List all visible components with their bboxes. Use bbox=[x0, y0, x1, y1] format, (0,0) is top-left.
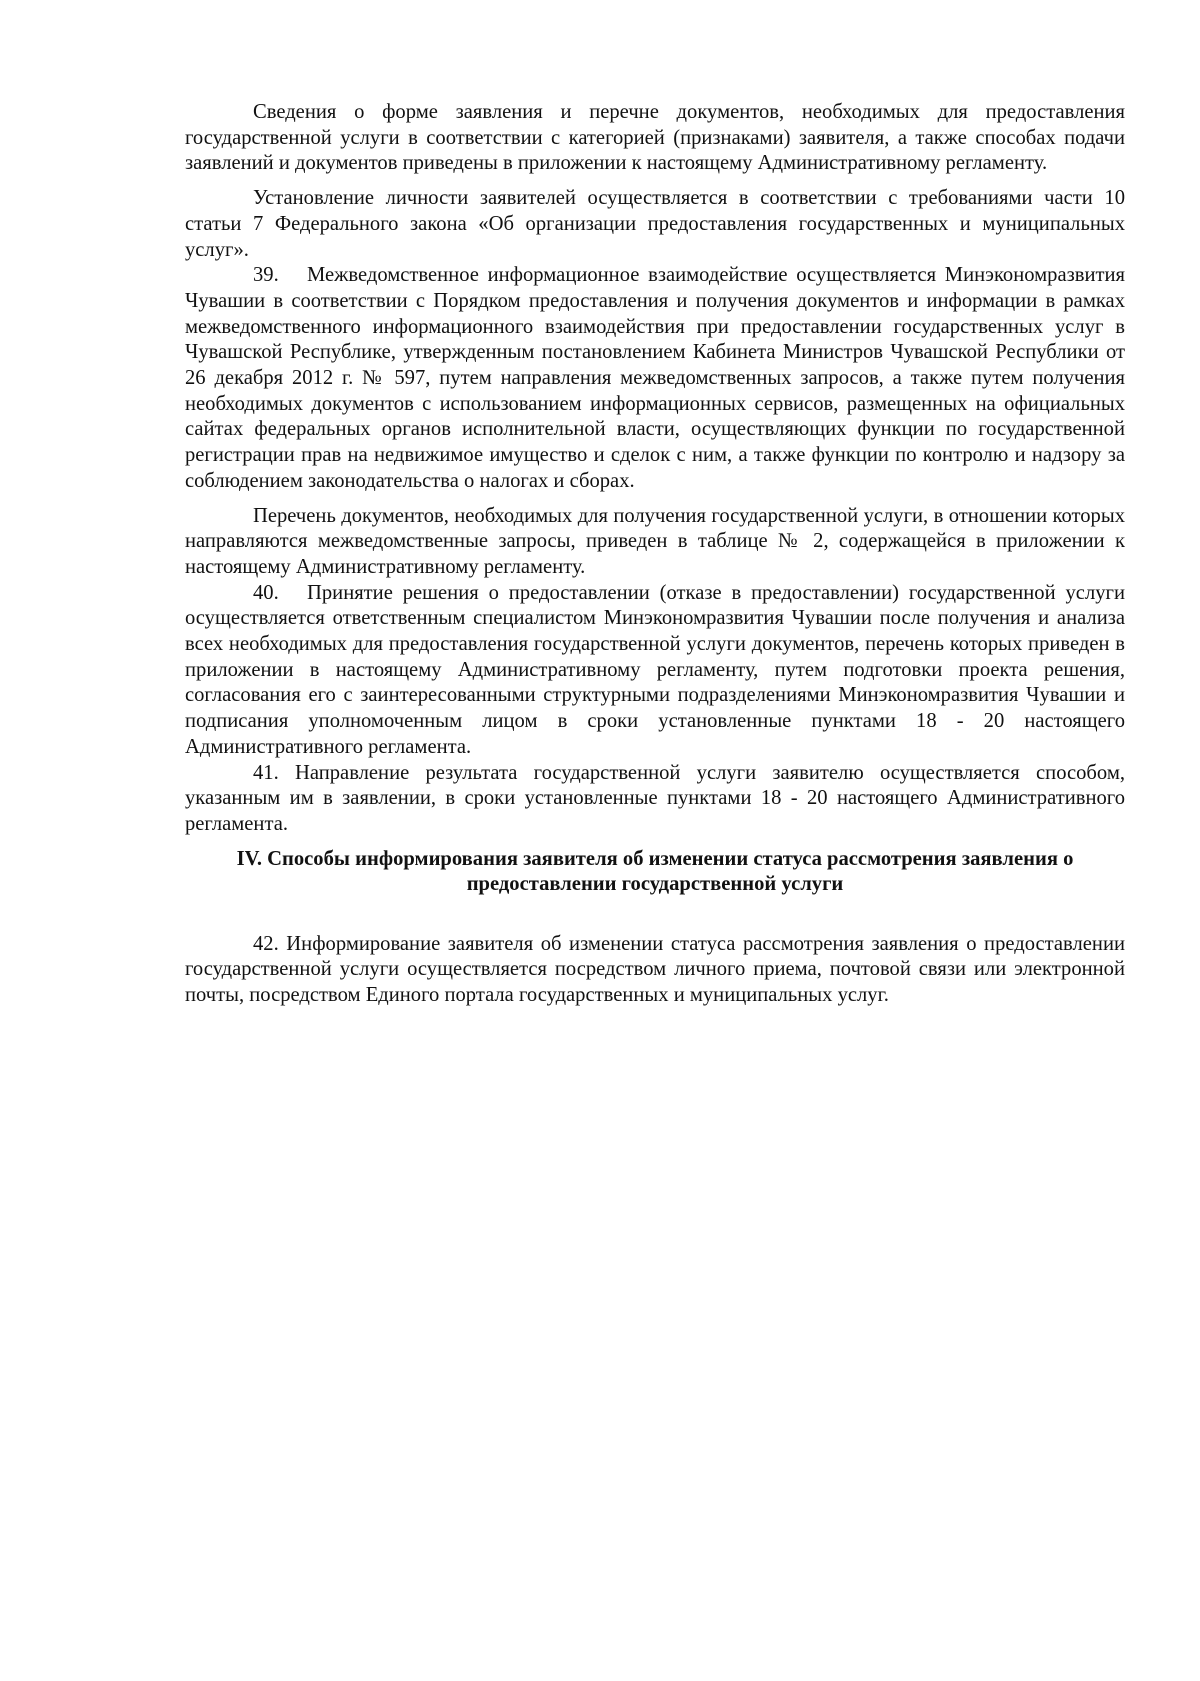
document-page bbox=[185, 100, 1125, 1009]
paragraph-identity bbox=[185, 186, 1125, 263]
paragraph-text: Перечень документов, необходимых для получения государственной услуги, в отношении которых направляются межведомственные запросы, приведен в таблице № 2, содержащейся в приложении к настоящему Административному регламенту. bbox=[185, 504, 1125, 578]
paragraph-text: Принятие решения о предоставлении (отказе в предоставлении) государственной услуги осуществляется ответственным специалистом Минэкономразвития Чувашии после получения и анализа всех необходимых для предоставления государственной услуги документов, перечень которых приведен в приложении в настоящему Административному регламенту, путем подготовки проекта решения, согласования его с заинтересованными структурными подразделениями Минэкономразвития Чувашии и подписания уполномоченным лицом в сроки установленные пунктами 18 - 20 настоящего Административного регламента. bbox=[185, 581, 1125, 758]
paragraph-document-list bbox=[185, 504, 1125, 581]
paragraph-text: Межведомственное информационное взаимодействие осуществляется Минэкономразвития Чувашии в соответствии с Порядком предоставления и получения документов и информации в рамках межведомственного информационного взаимодействия при предоставлении государственных услуг в Чувашской Республике, утвержденным постановлением Кабинета Министров Чувашской Республики от 26 декабря 2012 г. № 597, путем направления межведомственных запросов, а также путем получения необходимых документов с использованием информационных сервисов, размещенных на официальных сайтах федеральных органов исполнительной власти, осуществляющих функции по государственной регистрации прав на недвижимое имущество и сделок с ним, а также функции по контролю и надзору за соблюдением законодательства о налогах и сборах. bbox=[185, 264, 1125, 492]
paragraph-41 bbox=[185, 761, 1125, 838]
paragraph-40 bbox=[185, 581, 1125, 761]
paragraph-form-info bbox=[185, 100, 1125, 177]
paragraph-text: Сведения о форме заявления и перечне документов, необходимых для предоставления государственной услуги в соответствии с категорией (признаками) заявителя, а также способах подачи заявлений и документов приведены в приложении к настоящему Административному регламенту. bbox=[185, 101, 1125, 175]
paragraph-text: 42. Информирование заявителя об изменении статуса рассмотрения заявления о предоставлении государственной услуги осуществляется посредством личного приема, почтовой связи или электронной почты, посредством Единого портала государственных и муниципальных услуг. bbox=[185, 932, 1125, 1007]
section-heading: IV. Способы информирования заявителя об изменении статуса рассмотрения заявления о предоставлении государственной услуги bbox=[236, 847, 1074, 896]
paragraph-text: Установление личности заявителей осуществляется в соответствии с требованиями части 10 статьи 7 Федерального закона «Об организации предоставления государственных и муниципальных услуг». bbox=[185, 187, 1125, 261]
paragraph-39 bbox=[185, 263, 1125, 494]
paragraph-42 bbox=[185, 932, 1125, 1009]
paragraph-number: 40. bbox=[253, 581, 279, 604]
paragraph-number: 39. bbox=[253, 264, 279, 287]
paragraph-text: 41. Направление результата государственной услуги заявителю осуществляется способом, указанным им в заявлении, в сроки установленные пунктами 18 - 20 настоящего Административного регламента. bbox=[185, 761, 1125, 835]
